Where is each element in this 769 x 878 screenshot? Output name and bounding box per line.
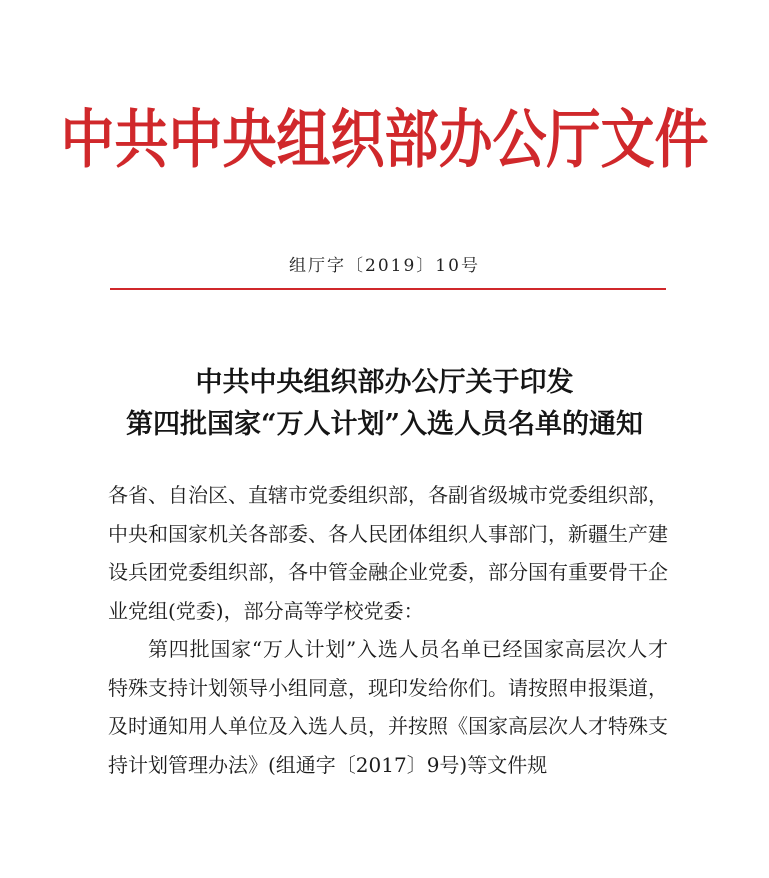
recipients-paragraph: 各省、自治区、直辖市党委组织部，各副省级城市党委组织部，中央和国家机关各部委、各人民团体组织人事部门，新疆生产建设兵团党委组织部，各中管金融企业党委，部分国有重要骨干企业党组(党委)，部分高等学校党委： — [108, 483, 668, 623]
document-masthead: 中共中央组织部办公厅文件 — [60, 101, 709, 178]
title-line-1: 中共中央组织部办公厅关于印发 — [195, 367, 574, 398]
document-title — [0, 362, 769, 446]
body-paragraph-1: 第四批国家“万人计划”入选人员名单已经国家高层次人才特殊支持计划领导小组同意，现印发给你们。请按照申报渠道，及时通知用人单位及入选人员，并按照《国家高层次人才特殊支持计划管理办法》(组通字〔2017〕9号)等文件规 — [108, 637, 668, 777]
document-number: 组厅字〔2019〕10号 — [289, 256, 480, 276]
red-divider-line — [110, 288, 666, 290]
document-body — [108, 476, 668, 784]
title-line-2: 第四批国家“万人计划”入选人员名单的通知 — [125, 409, 644, 440]
